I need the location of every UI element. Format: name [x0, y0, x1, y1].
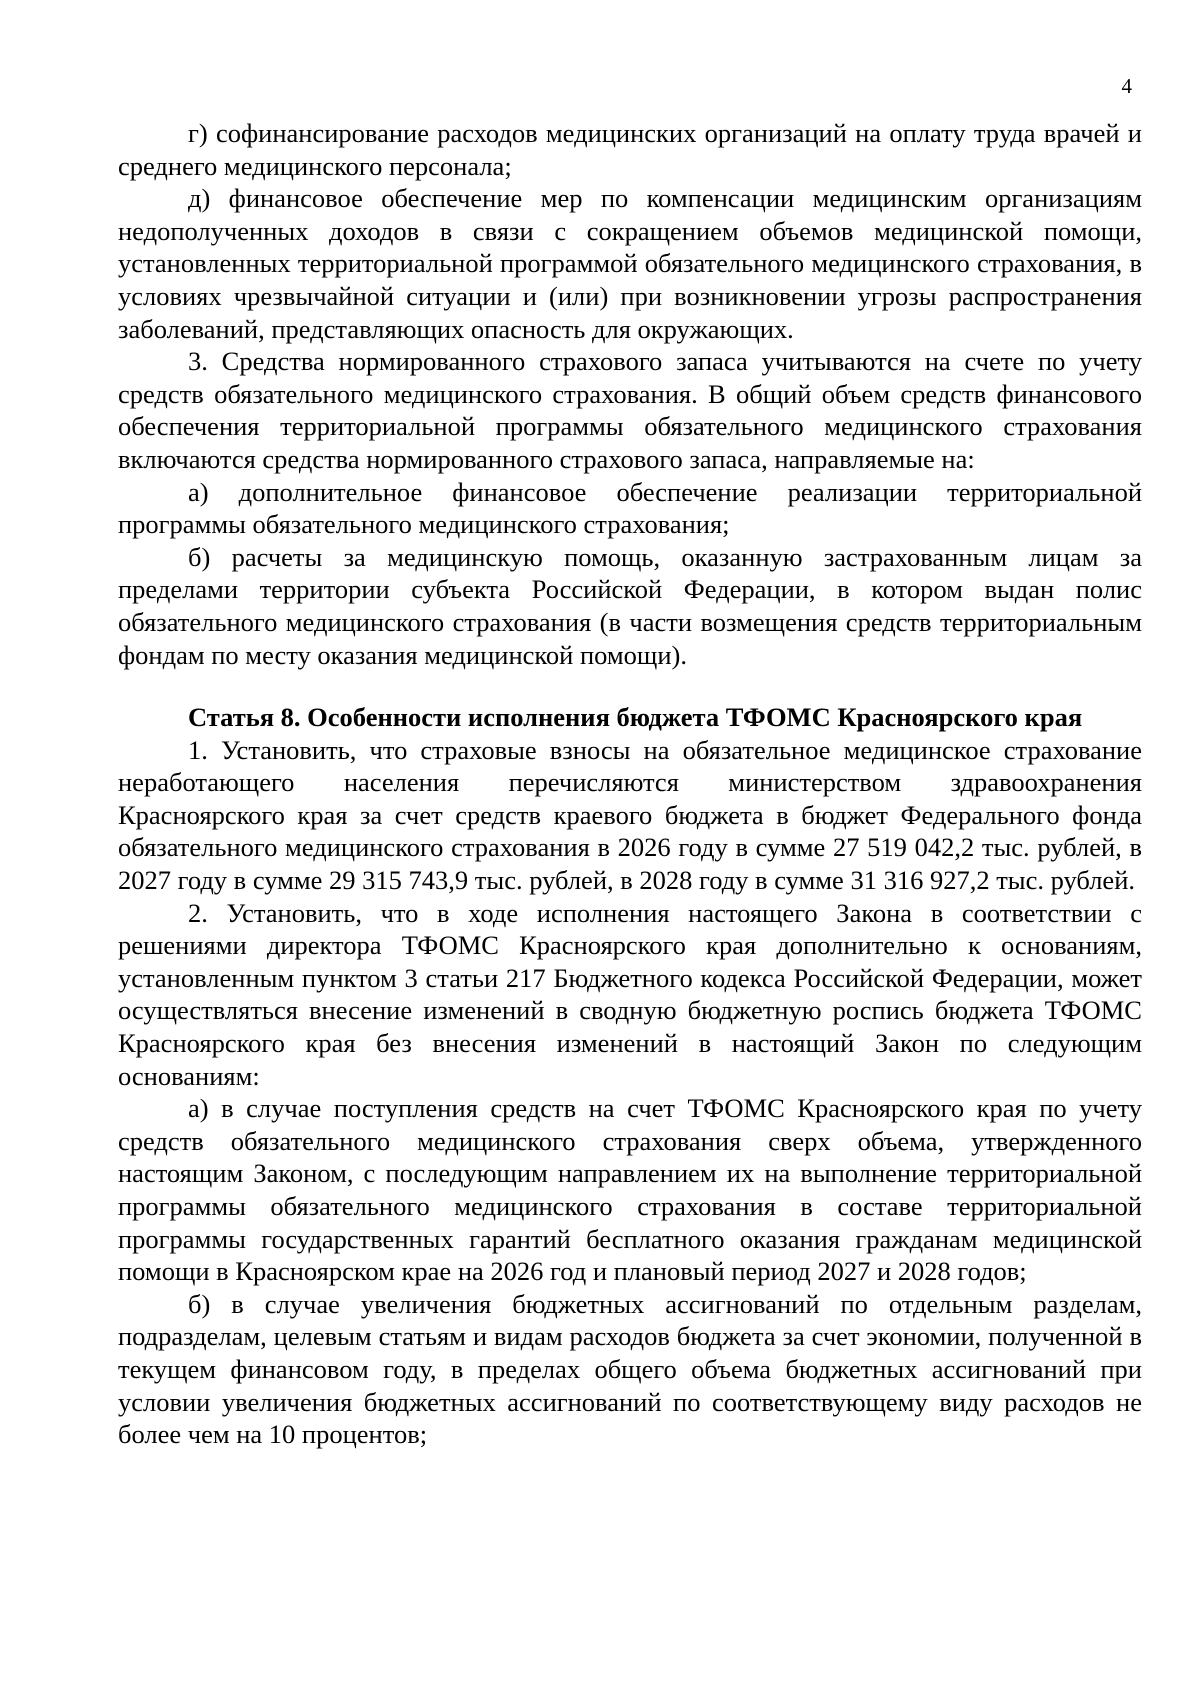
- article-8-point-2: 2. Установить, что в ходе исполнения настоящего Закона в соответствии с решениями директора ТФОМС Красноярского края дополнительно к основаниям, установленным пунктом 3 статьи 217 Бюджетного кодекса Российской Федерации, может осуществляться внесение изменений в сводную бюджетную роспись бюджета ТФОМС Красноярского края без внесения изменений в настоящий Закон по следующим основаниям:: [118, 897, 1142, 1091]
- page-number: 4: [1121, 74, 1132, 98]
- document-body: [118, 117, 1142, 1451]
- article-8-point-2b: б) в случае увеличения бюджетных ассигнований по отдельным разделам, подразделам, целевым статьям и видам расходов бюджета за счет экономии, полученной в текущем финансовом году, в пределах общего объема бюджетных ассигнований при условии увеличения бюджетных ассигнований по соответствующему виду расходов не более чем на 10 процентов;: [118, 1288, 1142, 1450]
- paragraph-point-3b: б) расчеты за медицинскую помощь, оказанную застрахованным лицам за пределами территории субъекта Российской Федерации, в котором выдан полис обязательного медицинского страхования (в части возмещения средств территориальным фондам по месту оказания медицинской помощи).: [118, 541, 1142, 670]
- paragraph-point-3: 3. Средства нормированного страхового запаса учитываются на счете по учету средств обязательного медицинского страхования. В общий объем средств финансового обеспечения территориальной программы обязательного медицинского страхования включаются средства нормированного страхового запаса, направляемые на:: [118, 346, 1142, 474]
- article-8-heading: Статья 8. Особенности исполнения бюджета ТФОМС Красноярского края: [188, 702, 1083, 733]
- paragraph-item-d: д) финансовое обеспечение мер по компенсации медицинским организациям недополученных доходов в связи с сокращением объемов медицинской помощи, установленных территориальной программой обязательного медицинского страхования, в условиях чрезвычайной ситуации и (или) при возникновении угрозы распространения заболеваний, представляющих опасность для окружающих.: [118, 183, 1142, 344]
- article-8-point-2a: а) в случае поступления средств на счет ТФОМС Красноярского края по учету средств обязательного медицинского страхования сверх объема, утвержденного настоящим Законом, с последующим направлением их на выполнение территориальной программы обязательного медицинского страхования в составе территориальной программы государственных гарантий бесплатного оказания гражданам медицинской помощи в Красноярском крае на 2026 год и плановый период 2027 и 2028 годов;: [118, 1093, 1142, 1287]
- paragraph-item-g: г) софинансирование расходов медицинских организаций на оплату труда врачей и среднего медицинского персонала;: [118, 118, 1142, 181]
- article-8-point-1: 1. Установить, что страховые взносы на обязательное медицинское страхование неработающего населения перечисляются министерством здравоохранения Красноярского края за счет средств краевого бюджета в бюджет Федерального фонда обязательного медицинского страхования в 2026 году в сумме 27 519 042,2 тыс. рублей, в 2027 году в сумме 29 315 743,9 тыс. рублей, в 2028 году в сумме 31 316 927,2 тыс. рублей.: [118, 734, 1142, 896]
- paragraph-point-3a: а) дополнительное финансовое обеспечение реализации территориальной программы обязательного медицинского страхования;: [118, 476, 1142, 540]
